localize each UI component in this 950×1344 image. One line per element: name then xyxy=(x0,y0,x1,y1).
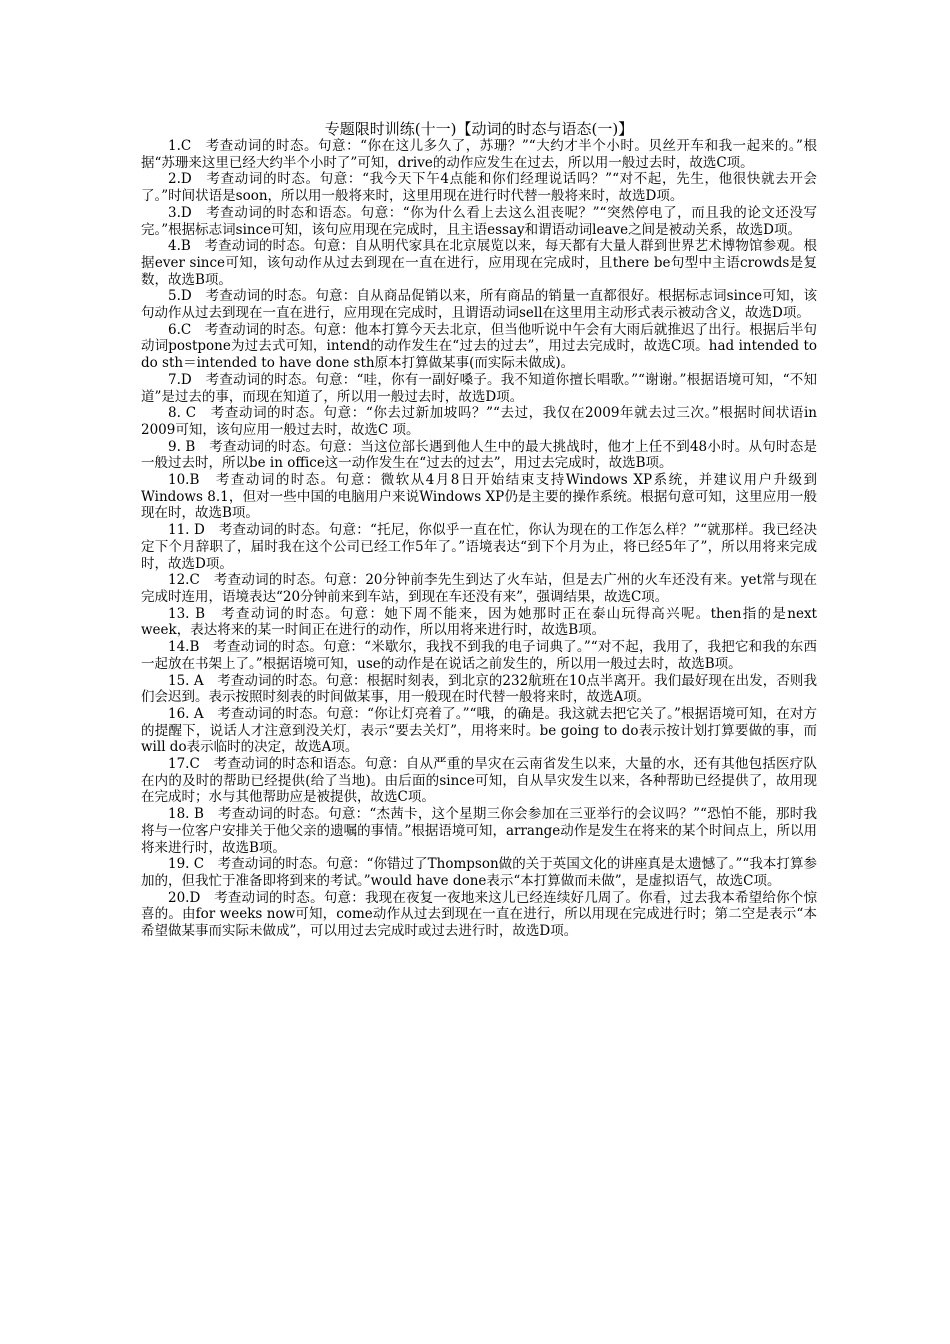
answer-item-7: 7.D 考查动词的时态。句意：“哇，你有一副好嗓子。我不知道你擅长唱歌。”“谢谢。”根据语境可知，“不知道”是过去的事，而现在知道了，所以用一般过去时，故选D项。 xyxy=(141,371,817,405)
answer-item-9: 9. B 考查动词的时态。句意：当这位部长遇到他人生中的最大挑战时，他才上任不到48小时。从句时态是一般过去时，所以be in office这一动作发生在“过去的过去”，用过去完成时，故选B项。 xyxy=(141,438,817,472)
answer-item-12: 12.C 考查动词的时态。句意：20分钟前李先生到达了火车站，但是去广州的火车还没有来。yet常与现在完成时连用，语境表达“20分钟前来到车站，到现在车还没有来”，强调结果，故选C项。 xyxy=(141,572,817,605)
answer-item-2: 2.D 考查动词的时态。句意：“我今天下午4点能和你们经理说话吗？”“对不起，先生，他很快就去开会了。”时间状语是soon，所以用一般将来时，这里用现在进行时代替一般将来时，故选D项。 xyxy=(141,171,817,205)
answer-item-6: 6.C 考查动词的时态。句意：他本打算今天去北京，但当他听说中午会有大雨后就推迟了出行。根据后半句动词postpone为过去式可知，intend的动作发生在“过去的过去”，用过去完成时，故选C项。had intended to do sth＝intended to have done sth原本打算做某事(而实际未做成)。 xyxy=(141,321,817,372)
answer-item-14: 14.B 考查动词的时态。句意：“米歇尔，我找不到我的电子词典了。”“对不起，我用了，我把它和我的东西一起放在书架上了。”根据语境可知，use的动作是在说话之前发生的，所以用一般过去时，故选B项。 xyxy=(141,639,817,672)
answer-item-8: 8. C 考查动词的时态。句意：“你去过新加坡吗？”“去过，我仅在2009年就去过三次。”根据时间状语in 2009可知，该句应用一般过去时，故选C 项。 xyxy=(141,405,817,438)
answer-item-18: 18. B 考查动词的时态。句意：“杰茜卡，这个星期三你会参加在三亚举行的会议吗？”“恐怕不能，那时我将与一位客户安排关于他父亲的遗嘱的事情。”根据语境可知，arrange动作是发生在将来的某个时间点上，所以用将来进行时，故选B项。 xyxy=(141,806,817,856)
answer-item-20: 20.D 考查动词的时态。句意：我现在夜复一夜地来这儿已经连续好几周了。你看，过去我本希望给你个惊喜的。由for weeks now可知，come动作从过去到现在一直在进行，所以用现在完成进行时；第二空是表示“本希望做某事而实际未做成”，可以用过去完成时或过去进行时，故选D项。 xyxy=(141,889,817,940)
answer-item-10: 10.B 考查动词的时态。句意：微软从4月8日开始结束支持Windows XP系统，并建议用户升级到Windows 8.1，但对一些中国的电脑用户来说Windows XP仍是主要的操作系统。根据句意可知，这里应用一般现在时，故选B项。 xyxy=(141,472,817,522)
answer-item-15: 15. A 考查动词的时态。句意：根据时刻表，到北京的232航班在10点半离开。我们最好现在出发，否则我们会迟到。表示按照时刻表的时间做某事，用一般现在时代替一般将来时，故选A项。 xyxy=(141,672,817,706)
answer-item-16: 16. A 考查动词的时态。句意：“你让灯亮着了。”“哦，的确是。我这就去把它关了。”根据语境可知，在对方的提醒下，说话人才注意到没关灯，表示“要去关灯”，用将来时。be going to do表示按计划打算要做的事，而will do表示临时的决定，故选A项。 xyxy=(141,705,817,756)
document-title: 专题限时训练(十一)【动词的时态与语态(一)】 xyxy=(324,120,634,138)
answer-item-13: 13. B 考查动词的时态。句意：她下周不能来，因为她那时正在泰山玩得高兴呢。then指的是next week，表达将来的某一时间正在进行的动作，所以用将来进行时，故选B项。 xyxy=(141,605,817,639)
answer-item-1: 1.C 考查动词的时态。句意：“你在这儿多久了，苏珊？”“大约才半个小时。贝丝开车和我一起来的。”根据“苏珊来这里已经大约半个小时了”可知，drive的动作应发生在过去，所以用一般过去时，故选C项。 xyxy=(141,138,817,171)
document-page xyxy=(141,121,817,940)
answer-item-11: 11. D 考查动词的时态。句意：“托尼，你似乎一直在忙，你认为现在的工作怎么样？”“就那样。我已经决定下个月辞职了，届时我在这个公司已经工作5年了。”语境表达“到下个月为止，将已经5年了”，所以用将来完成时，故选D项。 xyxy=(141,522,817,572)
answer-item-19: 19. C 考查动词的时态。句意：“你错过了Thompson做的关于英国文化的讲座真是太遗憾了。”“我本打算参加的，但我忙于准备即将到来的考试。”would have done表示“本打算做而未做”，是虚拟语气，故选C项。 xyxy=(141,856,817,889)
answer-item-17: 17.C 考查动词的时态和语态。句意：自从严重的旱灾在云南省发生以来，大量的水，还有其他包括医疗队在内的及时的帮助已经提供(给了当地)。由后面的since可知，自从旱灾发生以来，各种帮助已经提供了，故用现在完成时；水与其他帮助应是被提供，故选C项。 xyxy=(141,756,817,806)
answer-list xyxy=(141,138,817,940)
answer-item-3: 3.D 考查动词的时态和语态。句意：“你为什么看上去这么沮丧呢？”“突然停电了，而且我的论文还没写完。”根据标志词since可知，该句应用现在完成时，且主语essay和谓语动词leave之间是被动关系，故选D项。 xyxy=(141,204,817,238)
answer-item-5: 5.D 考查动词的时态。句意：自从商品促销以来，所有商品的销量一直都很好。根据标志词since可知，该句动作从过去到现在一直在进行，应用现在完成时，且谓语动词sell在这里用主动形式表示被动含义，故选D项。 xyxy=(141,288,817,322)
answer-item-4: 4.B 考查动词的时态。句意：自从明代家具在北京展览以来，每天都有大量人群到世界艺术博物馆参观。根据ever since可知，该句动作从过去到现在一直在进行，应用现在完成时，且there be句型中主语crowds是复数，故选B项。 xyxy=(141,238,817,288)
